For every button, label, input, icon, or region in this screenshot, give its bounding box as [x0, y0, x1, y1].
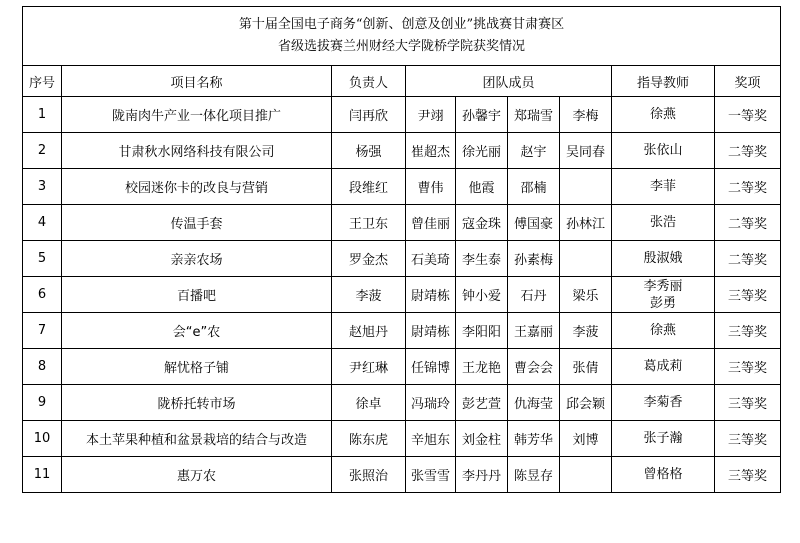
- table-row: [23, 133, 781, 169]
- cell-team-member: 钟小爱: [456, 277, 508, 313]
- cell-team-member: 孙素梅: [508, 241, 560, 277]
- table-row: [23, 313, 781, 349]
- cell-team-member: 寇金珠: [456, 205, 508, 241]
- cell-award: 二等奖: [715, 169, 781, 205]
- cell-index: 3: [23, 169, 62, 205]
- mentor-name: 李菊香: [643, 395, 683, 410]
- cell-leader: 徐卓: [332, 385, 406, 421]
- cell-leader: 闫再欣: [332, 97, 406, 133]
- cell-team-member: 刘博: [560, 421, 612, 457]
- table-row: [23, 457, 781, 493]
- cell-project: 陇南肉牛产业一体化项目推广: [62, 97, 332, 133]
- cell-team-member: 吴同春: [560, 133, 612, 169]
- cell-team-member: 李菠: [560, 313, 612, 349]
- cell-leader: 王卫东: [332, 205, 406, 241]
- cell-team-member: 邵楠: [508, 169, 560, 205]
- cell-team-member: 冯瑞玲: [406, 385, 456, 421]
- cell-leader: 李菠: [332, 277, 406, 313]
- cell-leader: 段维红: [332, 169, 406, 205]
- cell-team-member: 石美琦: [406, 241, 456, 277]
- cell-team-member: 尉靖栋: [406, 277, 456, 313]
- cell-leader: 张照治: [332, 457, 406, 493]
- cell-index: 2: [23, 133, 62, 169]
- cell-team-member: 孙林江: [560, 205, 612, 241]
- cell-team-member: 崔超杰: [406, 133, 456, 169]
- cell-index: 9: [23, 385, 62, 421]
- cell-project: 百播吧: [62, 277, 332, 313]
- cell-team-member: 郑瑞雪: [508, 97, 560, 133]
- header-project: 项目名称: [62, 66, 332, 97]
- cell-mentor: [612, 133, 715, 169]
- table-row: [23, 349, 781, 385]
- cell-team-member: 曾佳丽: [406, 205, 456, 241]
- header-index: 序号: [23, 66, 62, 97]
- cell-team-member: [560, 457, 612, 493]
- mentor-name: 张浩: [649, 215, 676, 230]
- cell-index: 6: [23, 277, 62, 313]
- cell-leader: 杨强: [332, 133, 406, 169]
- table-row: [23, 205, 781, 241]
- mentor-name: 彭勇: [649, 295, 676, 311]
- cell-project: 甘肃秋水网络科技有限公司: [62, 133, 332, 169]
- mentor-name: 张依山: [643, 143, 683, 158]
- cell-team-member: 傅国豪: [508, 205, 560, 241]
- cell-award: 三等奖: [715, 313, 781, 349]
- cell-team-member: 陈昱存: [508, 457, 560, 493]
- table-title: [23, 7, 781, 66]
- mentor-name: 李秀丽: [643, 278, 683, 294]
- cell-award: 三等奖: [715, 421, 781, 457]
- cell-project: 校园迷你卡的改良与营销: [62, 169, 332, 205]
- cell-team-member: 仇海莹: [508, 385, 560, 421]
- cell-team-member: 刘金柱: [456, 421, 508, 457]
- cell-team-member: 王嘉丽: [508, 313, 560, 349]
- header-award: 奖项: [715, 66, 781, 97]
- cell-team-member: 任锦博: [406, 349, 456, 385]
- cell-mentor: [612, 97, 715, 133]
- cell-team-member: 梁乐: [560, 277, 612, 313]
- cell-mentor: [612, 277, 715, 313]
- cell-index: 7: [23, 313, 62, 349]
- cell-team-member: 辛旭东: [406, 421, 456, 457]
- cell-award: 二等奖: [715, 133, 781, 169]
- cell-team-member: 韩芳华: [508, 421, 560, 457]
- cell-team-member: 李丹丹: [456, 457, 508, 493]
- cell-index: 11: [23, 457, 62, 493]
- cell-team-member: 张倩: [560, 349, 612, 385]
- title-line-1: 第十届全国电子商务“创新、创意及创业”挑战赛甘肃赛区: [238, 17, 565, 32]
- cell-leader: 赵旭丹: [332, 313, 406, 349]
- title-row: [23, 7, 781, 66]
- cell-team-member: 王龙艳: [456, 349, 508, 385]
- cell-team-member: 李梅: [560, 97, 612, 133]
- cell-mentor: [612, 241, 715, 277]
- cell-project: 本土苹果种植和盆景栽培的结合与改造: [62, 421, 332, 457]
- cell-award: 一等奖: [715, 97, 781, 133]
- cell-team-member: 徐光丽: [456, 133, 508, 169]
- cell-leader: 陈东虎: [332, 421, 406, 457]
- cell-mentor: [612, 349, 715, 385]
- cell-mentor: [612, 457, 715, 493]
- table-row: [23, 277, 781, 313]
- header-leader: 负责人: [332, 66, 406, 97]
- cell-team-member: 张雪雪: [406, 457, 456, 493]
- cell-mentor: [612, 169, 715, 205]
- cell-project: 会“e”农: [62, 313, 332, 349]
- mentor-name: 张子瀚: [643, 431, 683, 446]
- table-row: [23, 241, 781, 277]
- table-row: [23, 385, 781, 421]
- cell-index: 4: [23, 205, 62, 241]
- cell-leader: 尹红琳: [332, 349, 406, 385]
- cell-index: 10: [23, 421, 62, 457]
- cell-team-member: 孙馨宇: [456, 97, 508, 133]
- cell-mentor: [612, 421, 715, 457]
- cell-mentor: [612, 205, 715, 241]
- header-mentor: 指导教师: [612, 66, 715, 97]
- cell-award: 三等奖: [715, 457, 781, 493]
- cell-team-member: 曹会会: [508, 349, 560, 385]
- table-row: [23, 421, 781, 457]
- header-team: 团队成员: [406, 66, 612, 97]
- cell-award: 二等奖: [715, 241, 781, 277]
- cell-project: 传温手套: [62, 205, 332, 241]
- cell-team-member: [560, 241, 612, 277]
- cell-team-member: 邱会颖: [560, 385, 612, 421]
- table-body: [23, 7, 781, 493]
- mentor-name: 葛成莉: [643, 359, 683, 374]
- cell-index: 1: [23, 97, 62, 133]
- cell-team-member: 石丹: [508, 277, 560, 313]
- mentor-name: 徐燕: [649, 323, 676, 338]
- mentor-name: 殷淑娥: [643, 251, 683, 266]
- cell-project: 亲亲农场: [62, 241, 332, 277]
- awards-table: [22, 6, 781, 493]
- cell-team-member: 赵宇: [508, 133, 560, 169]
- title-line-2: 省级选拔赛兰州财经大学陇桥学院获奖情况: [278, 39, 526, 54]
- cell-team-member: 尹翊: [406, 97, 456, 133]
- header-row: [23, 66, 781, 97]
- cell-award: 三等奖: [715, 277, 781, 313]
- cell-award: 二等奖: [715, 205, 781, 241]
- cell-team-member: 彭艺萱: [456, 385, 508, 421]
- cell-index: 5: [23, 241, 62, 277]
- cell-mentor: [612, 313, 715, 349]
- cell-award: 三等奖: [715, 349, 781, 385]
- mentor-name: 徐燕: [649, 107, 676, 122]
- table-row: [23, 169, 781, 205]
- cell-team-member: 尉靖栋: [406, 313, 456, 349]
- cell-team-member: 曹伟: [406, 169, 456, 205]
- cell-project: 惠万农: [62, 457, 332, 493]
- cell-index: 8: [23, 349, 62, 385]
- table-row: [23, 97, 781, 133]
- cell-team-member: 李阳阳: [456, 313, 508, 349]
- cell-award: 三等奖: [715, 385, 781, 421]
- cell-leader: 罗金杰: [332, 241, 406, 277]
- cell-project: 陇桥托转市场: [62, 385, 332, 421]
- cell-team-member: 他霞: [456, 169, 508, 205]
- cell-team-member: 李生泰: [456, 241, 508, 277]
- mentor-name: 曾格格: [643, 467, 683, 482]
- cell-project: 解忧格子铺: [62, 349, 332, 385]
- mentor-name: 李菲: [649, 179, 676, 194]
- cell-mentor: [612, 385, 715, 421]
- cell-team-member: [560, 169, 612, 205]
